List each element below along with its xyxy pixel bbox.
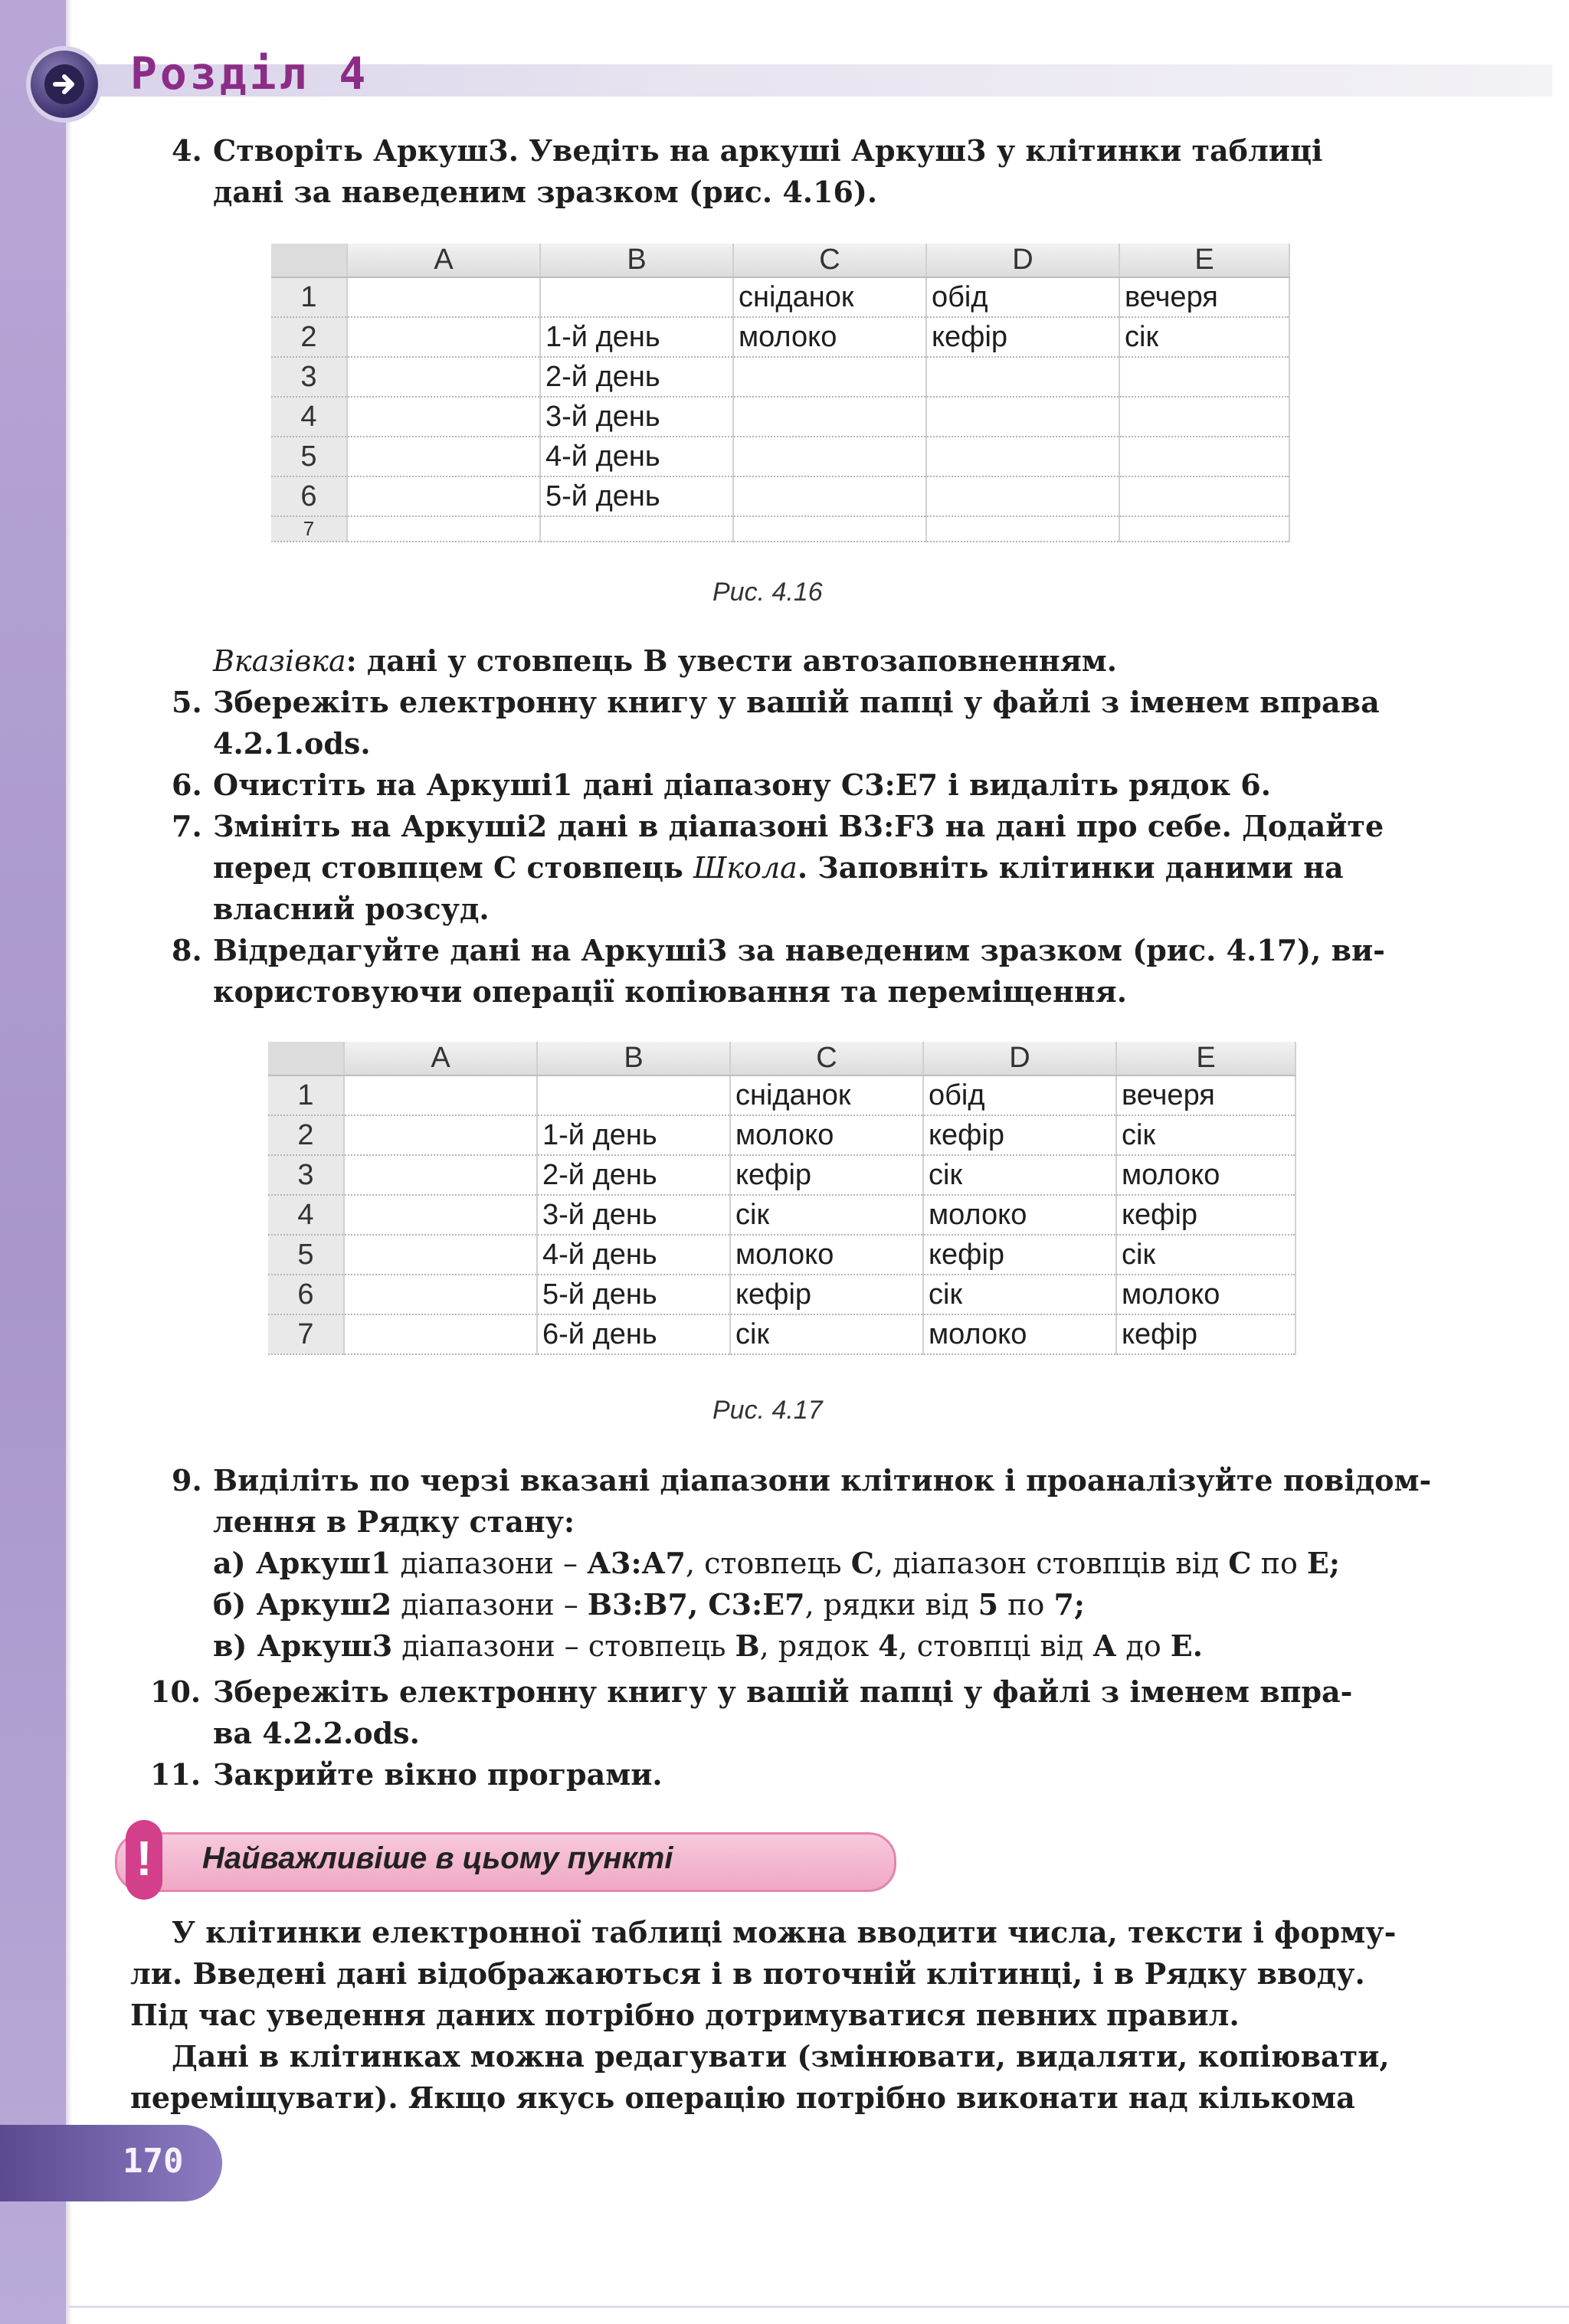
table-row: 5 4-й день молоко кефір сік xyxy=(268,1235,1295,1275)
spreadsheet-fig-4-16 xyxy=(271,244,1290,542)
task-9-number: 9. xyxy=(172,1463,202,1498)
col-header: B xyxy=(540,244,733,277)
task-9-line-2: лення в Рядку стану: xyxy=(213,1504,575,1539)
col-header: E xyxy=(1116,1042,1295,1075)
page-number: 170 xyxy=(123,2142,184,2181)
task-9-line-1: Виділіть по черзі вказані діапазони клітинок і проаналізуйте повідом- xyxy=(213,1463,1432,1498)
task-5-number: 5. xyxy=(172,685,202,719)
page-number-tab xyxy=(0,2125,222,2201)
chapter-title: Розділ 4 xyxy=(130,47,369,100)
table-row: 4 3-й день xyxy=(271,397,1289,437)
task-4-line-1: Створіть Аркуш3. Уведіть на аркуші Аркуш3 у клітинки таблиці xyxy=(213,133,1323,168)
task-6-line-1: Очистіть на Аркуші1 дані діапазону С3:Е7 і видаліть рядок 6. xyxy=(213,768,1271,802)
summary-p2-line-2: переміщувати). Якщо якусь операцію потрібно виконати над кількома xyxy=(130,2080,1355,2115)
arrow-right-icon xyxy=(31,51,98,118)
task-9-line-b: б) Аркуш2 діапазони – В3:В7, С3:Е7, рядки від 5 по 7; xyxy=(213,1587,1085,1622)
table-row: 1 сніданок обід вечеря xyxy=(271,277,1289,317)
task-11-line-1: Закрийте вікно програми. xyxy=(213,1757,663,1792)
summary-title: Найважливіше в цьому пункті xyxy=(202,1841,673,1875)
table-row: 3 2-й день xyxy=(271,357,1289,397)
task-7-line-2: перед стовпцем С стовпець Школа. Заповніть клітинки даними на xyxy=(213,850,1344,885)
col-header: A xyxy=(347,244,540,277)
task-10-line-1: Збережіть електронну книгу у вашій папці у файлі з іменем впра- xyxy=(213,1674,1353,1709)
table-row: 6 5-й день xyxy=(271,476,1289,516)
table-row: 1 сніданок обід вечеря xyxy=(268,1075,1295,1115)
exclamation-icon: ! xyxy=(126,1820,162,1900)
task-11-number: 11. xyxy=(150,1757,201,1792)
col-header: A xyxy=(344,1042,537,1075)
task-8-line-2: користовуючи операції копіювання та переміщення. xyxy=(213,974,1127,1009)
figure-caption-4-16: Рис. 4.16 xyxy=(712,578,823,607)
summary-p1-line-3: Під час уведення даних потрібно дотримуватися певних правил. xyxy=(130,1998,1240,2032)
table-row: 2 1-й день молоко кефір сік xyxy=(268,1115,1295,1155)
task-5-line-2: 4.2.1.ods. xyxy=(213,726,371,761)
figure-caption-4-17: Рис. 4.17 xyxy=(712,1396,823,1425)
hint-line: Вказівка: дані у стовпець B увести автозаповненням. xyxy=(213,643,1118,678)
table-row: 3 2-й день кефір сік молоко xyxy=(268,1155,1295,1195)
col-header: D xyxy=(923,1042,1116,1075)
col-header: C xyxy=(733,244,926,277)
task-6-number: 6. xyxy=(172,768,202,802)
task-8-line-1: Відредагуйте дані на Аркуші3 за наведеним зразком (рис. 4.17), ви- xyxy=(213,933,1385,967)
col-header: C xyxy=(730,1042,923,1075)
task-10-line-2: ва 4.2.2.ods. xyxy=(213,1716,420,1750)
bottom-rule xyxy=(66,2306,1569,2308)
task-5-line-1: Збережіть електронну книгу у вашій папці у файлі з іменем вправа xyxy=(213,685,1380,719)
task-4-line-2: дані за наведеним зразком (рис. 4.16). xyxy=(213,175,878,209)
spreadsheet-fig-4-17 xyxy=(268,1042,1296,1355)
task-7-line-1: Змініть на Аркуші2 дані в діапазоні В3:F3 на дані про себе. Додайте xyxy=(213,809,1384,843)
table-row: 7 xyxy=(271,516,1289,542)
summary-p1-line-1: У клітинки електронної таблиці можна вводити числа, тексти і форму- xyxy=(172,1915,1397,1949)
task-9-line-a: а) Аркуш1 діапазони – А3:А7, стовпець С, діапазон стовпців від С по Е; xyxy=(213,1546,1340,1580)
side-band-shadow xyxy=(66,0,72,2324)
col-header: D xyxy=(926,244,1119,277)
task-7-number: 7. xyxy=(172,809,202,843)
table-row: 2 1-й день молоко кефір сік xyxy=(271,317,1289,357)
col-header: B xyxy=(537,1042,730,1075)
side-band xyxy=(0,0,66,2324)
task-4-number: 4. xyxy=(172,133,202,168)
task-9-line-c: в) Аркуш3 діапазони – стовпець В, рядок 4, стовпці від А до Е. xyxy=(213,1628,1203,1663)
col-header: E xyxy=(1119,244,1289,277)
task-8-number: 8. xyxy=(172,933,202,967)
summary-p1-line-2: ли. Введені дані відображаються і в поточній клітинці, і в Рядку вводу. xyxy=(130,1956,1365,1991)
table-row: 4 3-й день сік молоко кефір xyxy=(268,1195,1295,1235)
task-7-line-3: власний розсуд. xyxy=(213,892,490,926)
table-row: 6 5-й день кефір сік молоко xyxy=(268,1275,1295,1314)
summary-p2-line-1: Дані в клітинках можна редагувати (змінювати, видаляти, копіювати, xyxy=(172,2039,1390,2074)
table-row: 5 4-й день xyxy=(271,437,1289,476)
task-10-number: 10. xyxy=(150,1674,201,1709)
table-row: 7 6-й день сік молоко кефір xyxy=(268,1314,1295,1354)
